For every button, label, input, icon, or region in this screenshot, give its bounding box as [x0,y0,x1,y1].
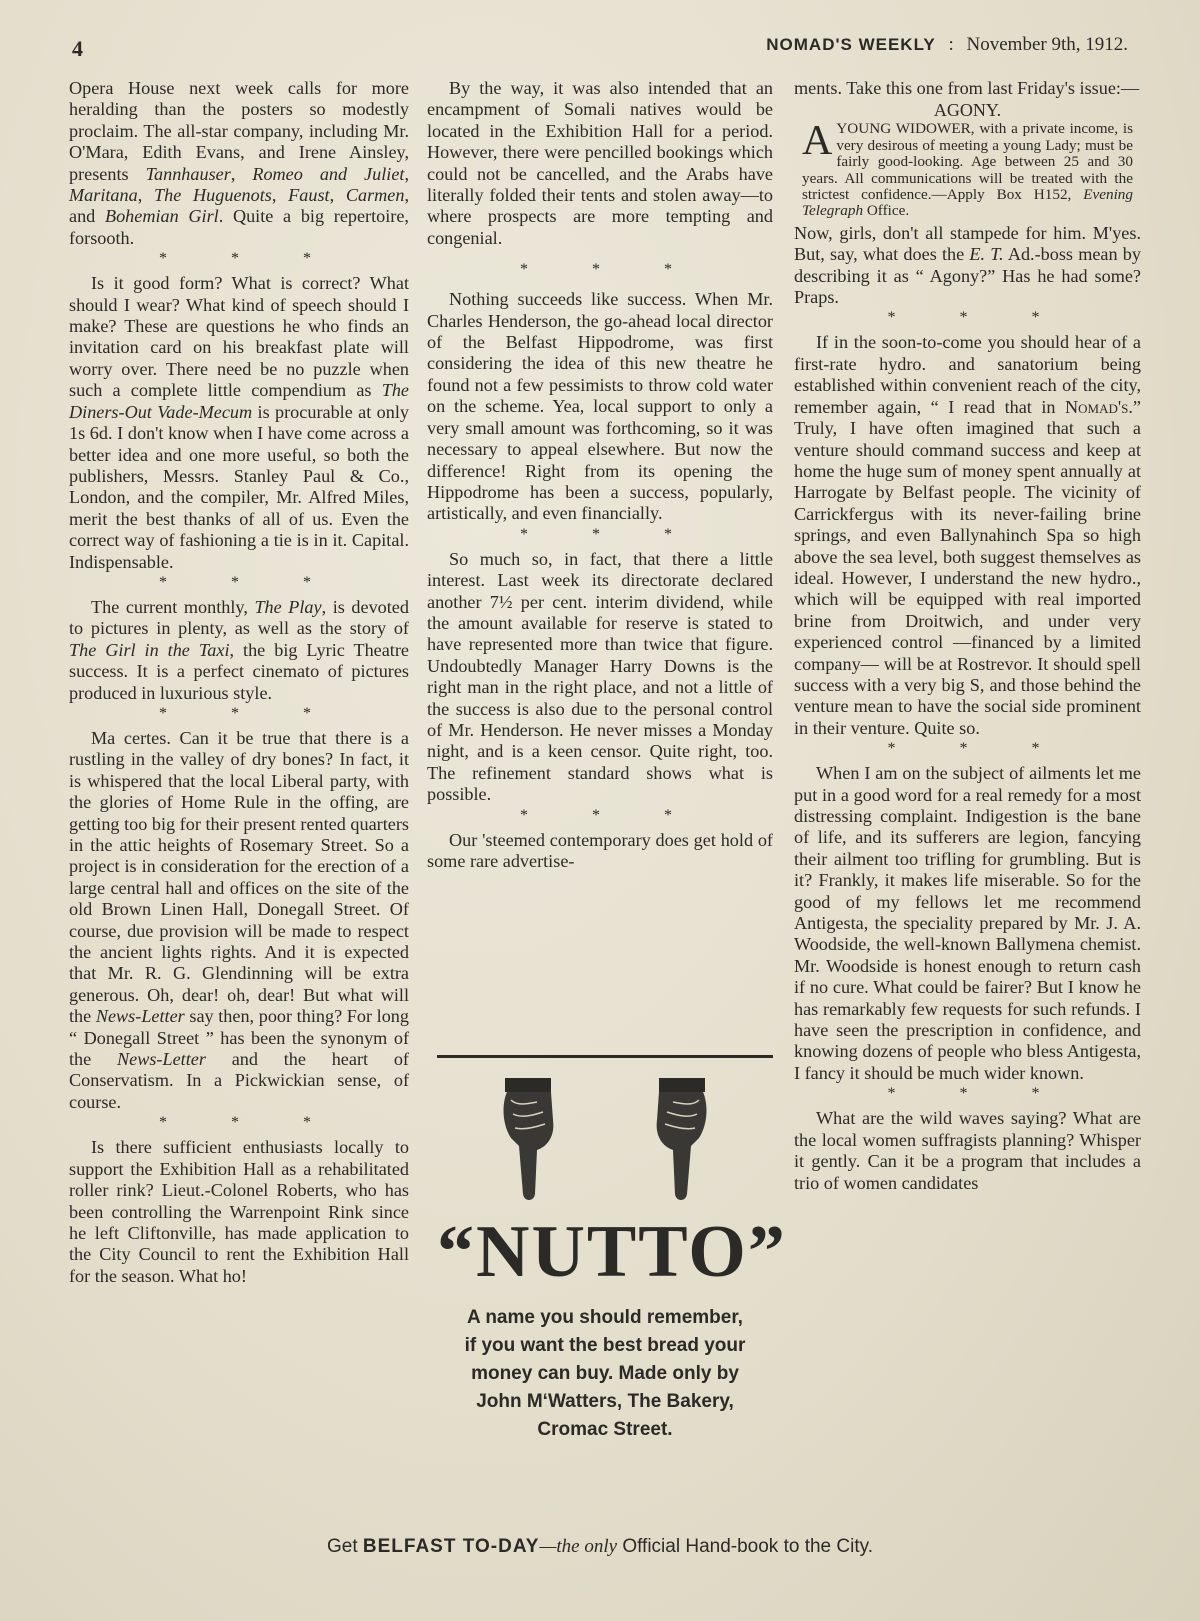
column-1 [69,78,409,1287]
paragraph: If in the soon-to-come you should hear of a first-rate hydro. and sanatorium being established within convenient reach of the city, remember again, “ I read that in Nomad's.” Truly, I have often imagined that such a venture should command success and keep at home the huge sum of money spent annually at Harrogate by Belfast people. The vicinity of Carrickfergus with its never-failing brine springs, and even Ballynahinch Spa so high above the sea level, both suggest themselves as ideal. However, I understand the new hydro., which will be equipped with real imported brine from Droitwich, and under very experienced control —financed by a limited company— will be at Rostrevor. It should spell success with a very big S, and those behind the venture mean to have the social side prominent in their venture. Quite so. [794,332,1141,738]
section-divider: * * * [159,1114,341,1132]
page-footer: Get BELFAST TO-DAY—the only Official Hand-book to the City. [327,1536,873,1557]
paragraph: Is it good form? What is correct? What should I wear? What kind of speech should I make? These are questions he who finds an invitation card on his breakfast plate will worry over. There need be no puzzle when such a complete little compendium as The Diners-Out Vade-Mecum is procurable at only 1s 6d. I don't know when I have come across a better idea and one more useful, so both the publishers, Messrs. Stanley Paul & Co., London, and the compiler, Mr. Alfred Miles, merit the best thanks of all of us. Even the correct way of fashioning a tie is in it. Capital. Indispensable. [69,273,409,572]
paragraph: ments. Take this one from last Friday's issue:— [794,78,1140,98]
section-divider: * * * [520,806,702,824]
agony-ad-body: A YOUNG WIDOWER, with a private income, is very desirous of meeting a young Lady; must be fairly good-looking. Age between 25 and 30 years. All communications will be treated with the strictest confidence.—Apply Box H152, Evening Telegraph Office. [802,118,1133,220]
paragraph: What are the wild waves saying? What are the local women suffragists planning? Whisper it gently. Can it be a program that includes a trio of women candidates [794,1108,1141,1193]
section-divider: * * * [159,573,341,591]
section-divider: * * * [520,261,702,279]
nutto-advertisement [437,1055,787,1444]
paragraph: Opera House next week calls for more heralding than the posters so modestly proclaim. The all-star company, including Mr. O'Mara, Edith Evans, and Irene Ainsley, presents Tannhauser, Romeo and Juliet, Maritana, The Huguenots, Faust, Carmen, and Bohemian Girl. Quite a big repertoire, forsooth. [69,78,410,248]
pointing-hands [437,1058,773,1208]
paragraph: So much so, in fact, that there a little interest. Last week its directorate declared another 7½ per cent. interim dividend, while the amount available for reserve is stated to have represented more than twice that figure. Undoubtedly Manager Harry Downs is the right man in the right place, and not a little of the success is also due to the personal control of Mr. Henderson. He never misses a Monday night, and is a keen censor. Quite right, too. The refinement standard shows what is possible. [427,548,773,805]
section-divider: * * * [159,250,341,268]
section-divider: * * * [887,740,1070,758]
paragraph: Is there sufficient enthusiasts locally to support the Exhibition Hall as a rehabilitated roller rink? Lieut.-Colonel Roberts, who has been controlling the Warrenpoint Rink since he left Cliftonville, has made application to the City Council to rent the Exhibition Hall for the season. What ho! [69,1137,409,1286]
pointing-hand-icon [643,1076,713,1206]
ad-copy: A name you should remember, if you want the best bread your money can buy. Made only by John M‘Watters, The Bakery, Cromac Street. [464,1307,746,1440]
paragraph: Nothing succeeds like success. When Mr. Charles Henderson, the go-ahead local director of the Belfast Hippodrome, was first considering the idea of this new theatre he found not a few pessimists to throw cold water on the scheme. Yea, local support to only a very small amount was forthcoming, so it was necessary to appeal elsewhere. But now the difference! Right from its opening the Hippodrome has been a success, popularly, artistically, and even financially. [427,289,773,524]
nutto-brand: “NUTTO” [437,1211,787,1293]
column-3 [794,78,1141,1194]
section-divider: * * * [887,1085,1070,1103]
section-divider: * * * [887,309,1070,327]
publication-title: NOMAD'S WEEKLY [766,35,936,54]
pointing-hand-icon [497,1076,567,1206]
paragraph: Ma certes. Can it be true that there is a rustling in the valley of dry bones? In fact, it is whispered that the local Liberal party, with the glories of Home Rule in the offing, are getting too big for their present rented quarters in the attic heights of Rosemary Street. So a project is in consideration for the erection of a large central hall and offices on the site of the old Brown Linen Hall, Donegall Street. Of course, due provision will be made to respect the ancient lights rights. And it is expected that Mr. R. G. Glendinning will be extra generous. Oh, dear! oh, dear! But what will the News-Letter say then, poor thing? For long “ Donegall Street ” has been the synonym of the News-Letter and the heart of Conservatism. In a Pickwickian sense, of course. [69,727,409,1112]
column-2 [427,78,773,872]
paragraph: The current monthly, The Play, is devoted to pictures in plenty, as well as the story of The Girl in the Taxi, the big Lyric Theatre success. It is a perfect cinemato of pictures produced in luxurious style. [69,596,409,703]
drop-cap: A [802,118,833,165]
paragraph: Now, girls, don't all stampede for him. M'yes. But, say, what does the E. T. Ad.-boss mean by describing it as “ Agony?” Has he had some? Praps. [794,222,1141,308]
section-divider: * * * [520,525,702,543]
issue-date: November 9th, 1912. [966,34,1128,55]
page-number: 4 [72,36,83,61]
paragraph: By the way, it was also intended that an encampment of Somali natives would be located in the Exhibition Hall for a period. However, there were pencilled bookings which could not be cancelled, and the Arabs have literally folded their tents and stolen away—to where prospects are more tempting and congenial. [427,78,773,248]
agony-ad-title: AGONY. [933,100,1002,121]
page-header [766,34,1128,56]
paragraph: When I am on the subject of ailments let me put in a good word for a real remedy for a most distressing complaint. Indigestion is the bane of life, and its sufferers are legion, fancying their ailment too trifling for grumbling. But is it? Frankly, it makes life miserable. So for the good of my fellows let me recommend Antigesta, the speciality prepared by Mr. J. A. Woodside, the well-known Ballymena chemist. Mr. Woodside is honest enough to return cash if no cure. What could be fairer? But I know he has remarkably few requests for such refunds. I have seen the prescription in confidence, and knowing dozens of people who bless Antigesta, I fancy it should be much wider known. [794,763,1141,1083]
header-separator: : [948,34,954,55]
paragraph: Our 'steemed contemporary does get hold of some rare advertise- [427,829,773,871]
section-divider: * * * [159,704,341,722]
